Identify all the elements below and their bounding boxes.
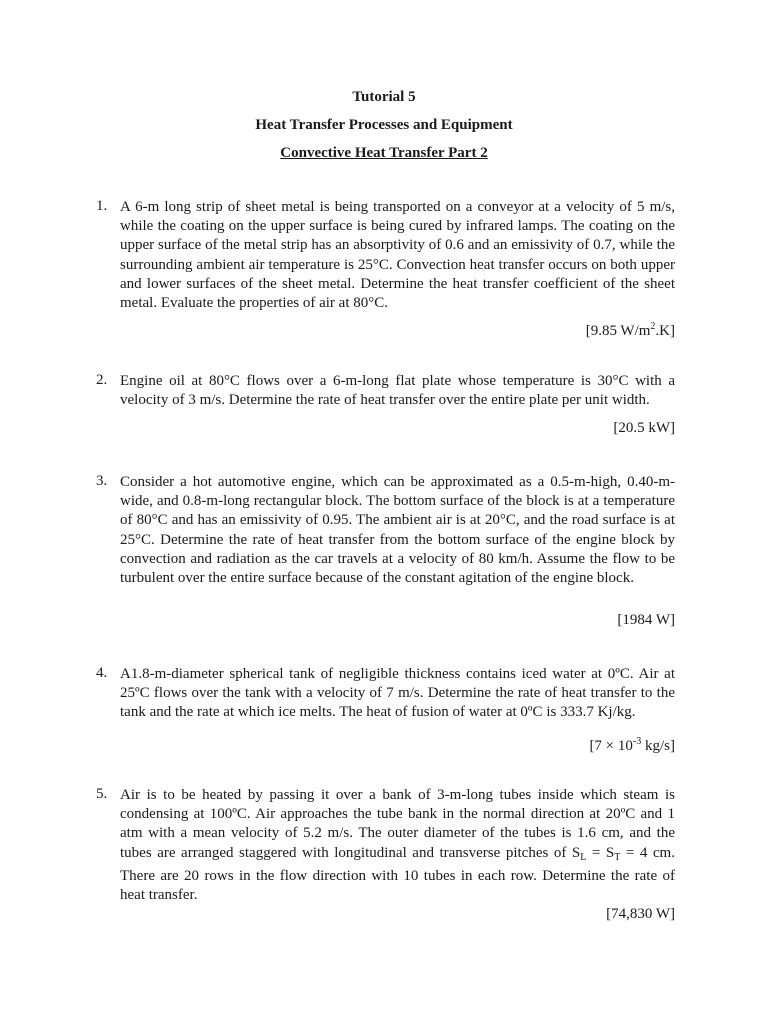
tutorial-title: Tutorial 5 — [352, 89, 416, 105]
problem-2-answer: [20.5 kW] — [613, 420, 675, 436]
problem-number: 2. — [96, 372, 108, 388]
problem-number: 5. — [96, 786, 108, 802]
problem-number: 1. — [96, 198, 108, 214]
course-title: Heat Transfer Processes and Equipment — [255, 117, 513, 133]
problem-3-answer: [1984 W] — [617, 612, 675, 628]
problem-4-answer: [$7 \times 10^{-3}$ kg/s] — [589, 736, 675, 754]
problem-5-answer: [74,830 W] — [606, 906, 675, 922]
topic-title: Convective Heat Transfer Part 2 — [280, 145, 488, 161]
problem-text: A1.8-m-diameter spherical tank of negligible thickness contains iced water at 0ºC. Air at 25ºC flows over the tank with a velocity of 7 m/s. Determine the rate of heat transfer to the tank and the rate at which ice melts. The heat of fusion of water at 0ºC is 333.7 Kj/kg. — [120, 666, 675, 721]
problem-text: Air is to be heated by passing it over a bank of 3-m-long tubes inside which steam is condensing at 100ºC. Air approaches the tube bank in the normal direction at 20ºC and 1 atm with a mean velocity of 5.2 m/s. The outer diameter of the tubes is 1.6 cm, and the tubes are arranged staggered with longitudinal and transverse pitches of $S_L = S_T = 4$ cm. There are 20 rows in the flow direction with 10 tubes in each row. Determine the rate of heat transfer. — [120, 787, 675, 904]
problem-text: Engine oil at 80°C flows over a 6-m-long flat plate whose temperature is 30°C with a velocity of 3 m/s. Determine the rate of heat transfer over the entire plate per unit width. — [120, 373, 675, 409]
problem-number: 4. — [96, 665, 108, 681]
problem-text: Consider a hot automotive engine, which can be approximated as a 0.5-m-high, 0.40-m-wide, and 0.8-m-long rectangular block. The bottom surface of the block is at a temperature of 80°C and has an emissivity of 0.95. The ambient air is at 20°C, and the road surface is at 25°C. Determine the rate of heat transfer from the bottom surface of the engine block by convection and radiation as the car travels at a velocity of 80 km/h. Assume the flow to be turbulent over the entire surface because of the constant agitation of the engine block. — [120, 474, 675, 587]
problem-text: A 6-m long strip of sheet metal is being transported on a conveyor at a velocity of 5 m/s, while the coating on the upper surface is being cured by infrared lamps. The coating on the upper surface of the metal strip has an absorptivity of 0.6 and an emissivity of 0.7, while the surrounding ambient air temperature is 25°C. Convection heat transfer occurs on both upper and lower surfaces of the sheet metal. Determine the heat transfer coefficient of the sheet metal. Evaluate the properties of air at 80°C. — [120, 199, 675, 312]
problem-1-answer: [9.85 $W/m^2.K$] — [585, 321, 675, 339]
problem-number: 3. — [96, 473, 108, 489]
